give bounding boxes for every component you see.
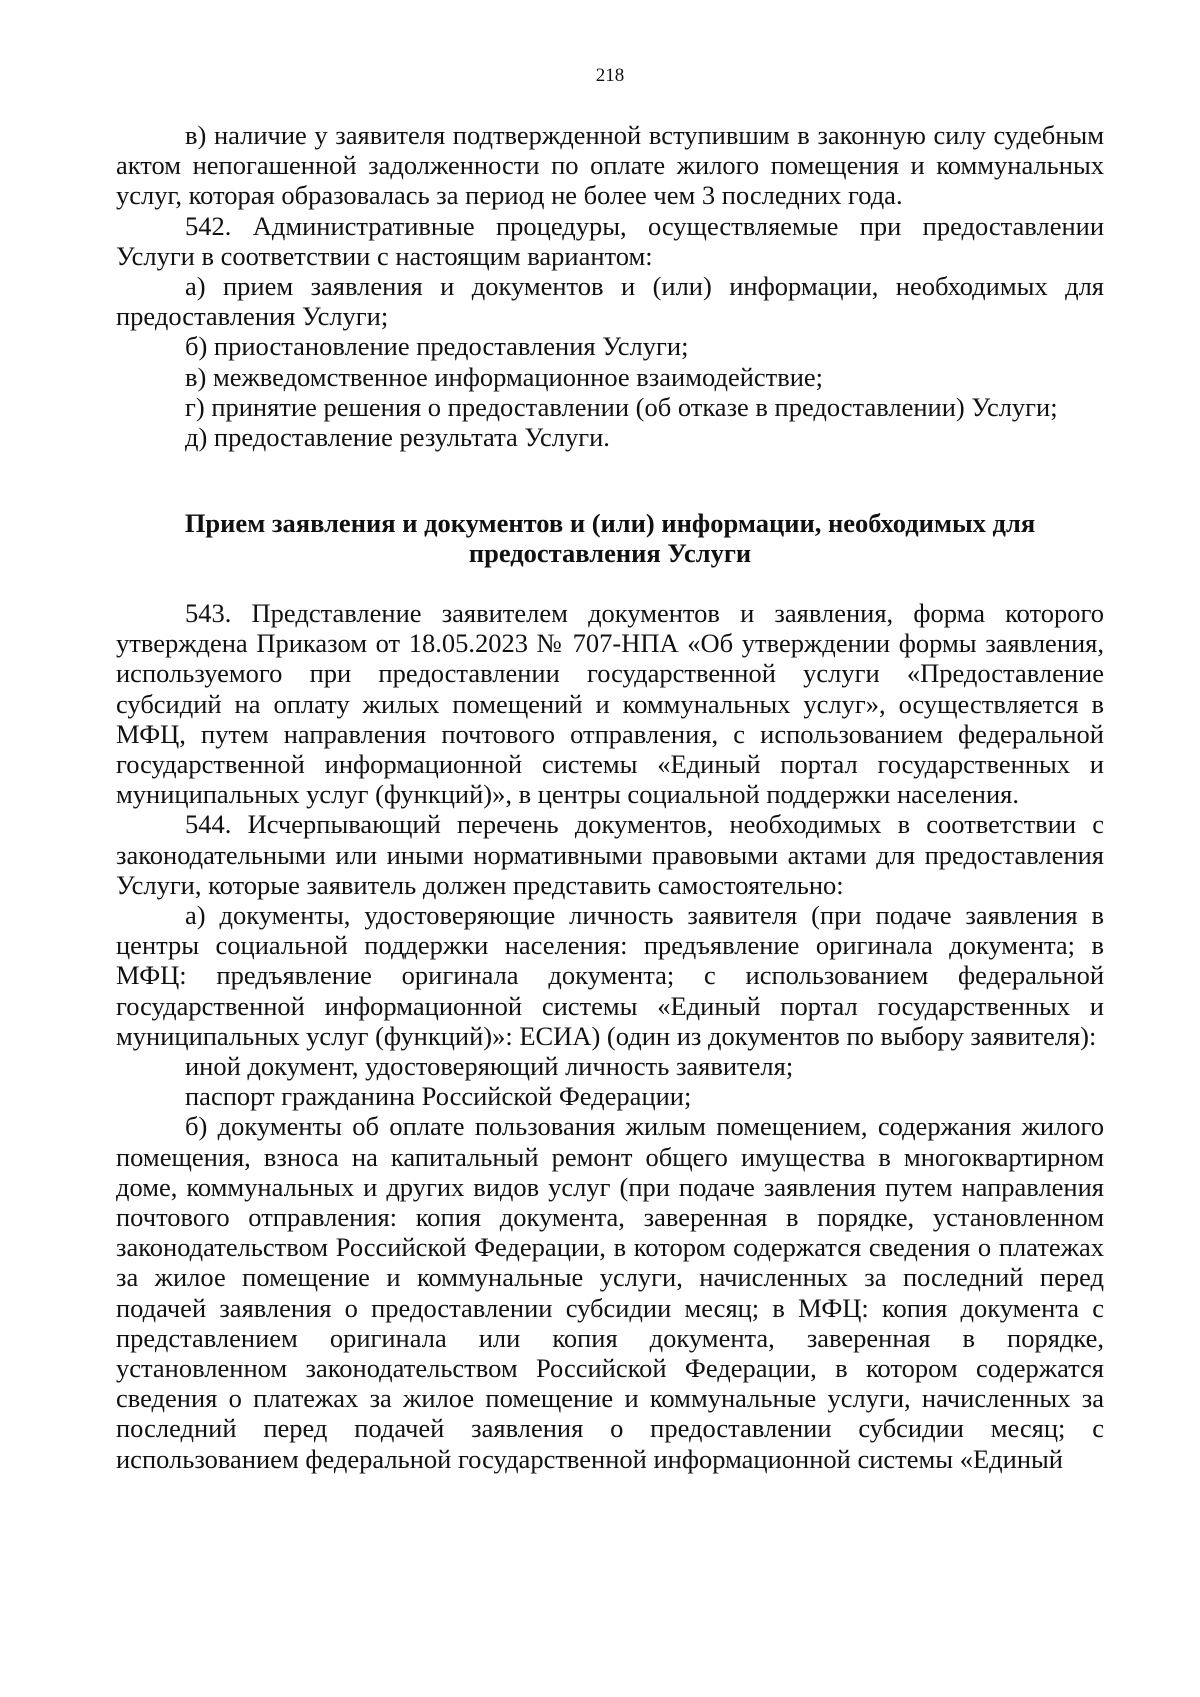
paragraph-item-b: б) приостановление предоставления Услуги; (185, 331, 689, 362)
paragraph-item-g: г) принятие решения о предоставлении (об отказе в предоставлении) Услуги; (185, 391, 1058, 422)
paragraph-item-d: д) предоставление результата Услуги. (185, 422, 610, 453)
paragraph-item-b-payment-docs: б) документы об оплате пользования жилым помещением, содержания жилого помещения, взноса на капитальный ремонт общего имущества в многоквартирном доме, коммунальных и других видов услуг (при подаче заявления путем направления почтового отправления: копия документа, заверенная в порядке, установленном законодательством Российской Федерации, в котором содержатся сведения о платежах за жилое помещение и коммунальные услуги, начисленных за последний перед подачей заявления о предоставлении субсидии месяц; в МФЦ: копия документа с представлением оригинала или копия документа, заверенная в порядке, установленном законодательством Российской Федерации, в котором содержатся сведения о платежах за жилое помещение и коммунальные услуги, начисленных за последний перед подачей заявления о предоставлении субсидии месяц; с использованием федеральной государственной информационной системы «Единый (116, 1111, 1104, 1474)
page-number: 218 (595, 65, 625, 86)
paragraph-item-a-identity-docs: а) документы, удостоверяющие личность заявителя (при подаче заявления в центры социальной поддержки населения: предъявление оригинала документа; в МФЦ: предъявление оригинала документа; с использованием федеральной государственной информационной системы «Единый портал государственных и муниципальных услуг (функций)»: ЕСИА) (один из документов по выбору заявителя): (116, 900, 1104, 1051)
paragraph-543: 543. Представление заявителем документов и заявления, форма которого утверждена Приказом от 18.05.2023 № 707-НПА «Об утверждении формы заявления, используемого при предоставлении государственной услуги «Предоставление субсидий на оплату жилых помещений и коммунальных услуг», осуществляется в МФЦ, путем направления почтового отправления, с использованием федеральной государственной информационной системы «Единый портал государственных и муниципальных услуг (функций)», в центры социальной поддержки населения. (116, 598, 1104, 810)
paragraph-item-a: а) прием заявления и документов и (или) информации, необходимых для предоставления Услуги; (116, 271, 1104, 332)
paragraph-passport: паспорт гражданина Российской Федерации; (185, 1081, 692, 1112)
body-block-top (116, 120, 1104, 452)
paragraph-item-v: в) межведомственное информационное взаимодействие; (185, 361, 824, 392)
paragraph-item-v-debt: в) наличие у заявителя подтвержденной вступившим в законную силу судебным актом непогашенной задолженности по оплате жилого помещения и коммунальных услуг, которая образовалась за период не более чем 3 последних года. (116, 120, 1104, 211)
paragraph-542: 542. Административные процедуры, осуществляемые при предоставлении Услуги в соответствии с настоящим вариантом: (116, 210, 1104, 271)
section-heading: Прием заявления и документов и (или) информации, необходимых для предоставления Услуги (184, 508, 1036, 569)
paragraph-other-id-document: иной документ, удостоверяющий личность заявителя; (185, 1051, 794, 1082)
paragraph-544: 544. Исчерпывающий перечень документов, необходимых в соответствии с законодательными или иными нормативными правовыми актами для предоставления Услуги, которые заявитель должен представить самостоятельно: (116, 809, 1104, 900)
body-block-bottom (116, 598, 1104, 1474)
